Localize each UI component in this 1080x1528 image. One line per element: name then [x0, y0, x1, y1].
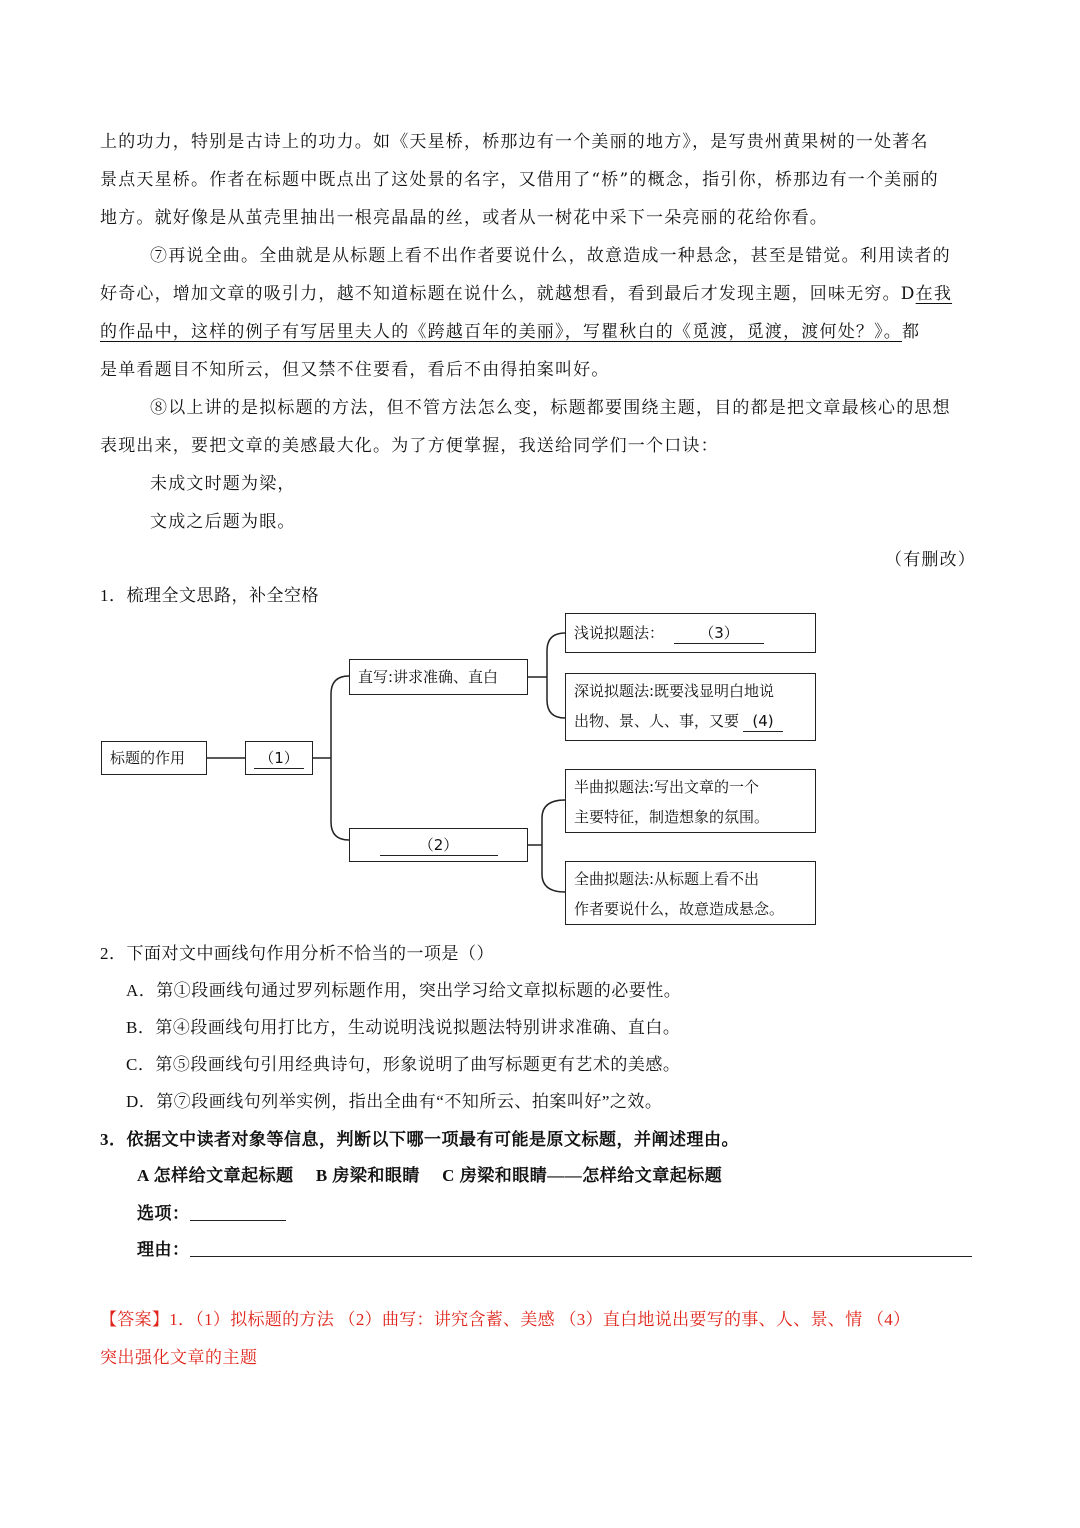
passage-line: 上的功力，特别是古诗上的功力。如《天星桥，桥那边有一个美丽的地方》，是写贵州黄果树的一处著名	[100, 132, 929, 152]
reason-row	[137, 1238, 977, 1262]
direct-writing-node: 直写:讲求准确、直白	[349, 659, 528, 695]
blank-4: (4)	[743, 711, 783, 732]
option-a: A．第①段画线句通过罗列标题作用，突出学习给文章拟标题的必要性。	[126, 981, 682, 1000]
question-3-prompt: 3．依据文中读者对象等信息，判断以下哪一项最有可能是原文标题，并阐述理由。	[100, 1130, 739, 1149]
passage-line: 是单看题目不知所云，但又禁不住要看，看后不由得拍案叫好。	[100, 360, 610, 380]
half-curve-line: 主要特征，制造想象的氛围。	[574, 808, 770, 826]
question-2-prompt: 2．下面对文中画线句作用分析不恰当的一项是（）	[100, 944, 494, 963]
reason-blank[interactable]	[190, 1240, 972, 1257]
deep-method-node	[565, 673, 816, 741]
shallow-method-node	[565, 613, 816, 653]
half-curve-line: 半曲拟题法:写出文章的一个	[574, 778, 760, 796]
option-b: B．第④段画线句用打比方，生动说明浅说拟题法特别讲求准确、直白。	[126, 1018, 681, 1037]
passage-text: 都	[902, 322, 921, 342]
choice-blank[interactable]	[190, 1204, 286, 1221]
deep-method-line	[574, 706, 807, 736]
blank-1-node	[245, 741, 313, 775]
deep-method-text: 出物、景、人、事，又要	[574, 712, 740, 730]
edit-note: （有删改）	[885, 550, 976, 570]
underlined-sentence: 在我	[915, 284, 953, 304]
verse-line: 文成之后题为眼。	[150, 512, 296, 532]
deep-method-line: 深说拟题法:既要浅显明白地说	[574, 682, 775, 700]
underlined-sentence: 的作品中，这样的例子有写居里夫人的《跨越百年的美丽》，写瞿秋白的《觅渡，觅渡，渡何处？》。	[100, 322, 902, 342]
root-node: 标题的作用	[101, 741, 207, 775]
blank-2: （2）	[380, 835, 498, 856]
passage-text: 好奇心，增加文章的吸引力，越不知道标题在说什么，就越想看，看到最后才发现主题，回味无穷。D	[100, 284, 916, 304]
full-curve-line: 全曲拟题法:从标题上看不出	[574, 870, 760, 888]
answer-line: 【答案】1．（1）拟标题的方法 （2）曲写：讲究含蓄、美感 （3）直白地说出要写的事、人、景、情 （4）	[100, 1310, 911, 1329]
passage-line: 表现出来，要把文章的美感最大化。为了方便掌握，我送给同学们一个口诀：	[100, 436, 719, 456]
option-d: D．第⑦段画线句列举实例，指出全曲有“不知所云、拍案叫好”之效。	[126, 1092, 663, 1111]
passage-line: 地方。就好像是从茧壳里抽出一根亮晶晶的丝，或者从一树花中采下一朵亮丽的花给你看。	[100, 208, 828, 228]
blank-3: （3）	[674, 623, 764, 644]
blank-2-node	[349, 828, 528, 862]
choice-label: 选项：	[137, 1204, 190, 1223]
question-3-options: A 怎样给文章起标题 B 房梁和眼睛 C 房梁和眼睛——怎样给文章起标题	[137, 1166, 723, 1185]
paragraph-8: ⑧以上讲的是拟标题的方法，但不管方法怎么变，标题都要围绕主题，目的都是把文章最核心的思想	[150, 398, 951, 418]
choice-row	[137, 1202, 337, 1226]
verse-line: 未成文时题为梁，	[150, 474, 296, 494]
shallow-method-label: 浅说拟题法：	[574, 624, 665, 642]
full-curve-line: 作者要说什么，故意造成悬念。	[574, 900, 785, 918]
half-curve-method-node	[565, 769, 816, 833]
blank-1: （1）	[254, 748, 304, 769]
answer-line: 突出强化文章的主题	[100, 1348, 258, 1367]
question-1-prompt: 1．梳理全文思路，补全空格	[100, 586, 319, 605]
paragraph-7: ⑦再说全曲。全曲就是从标题上看不出作者要说什么，故意造成一种悬念，甚至是错觉。利用读者的	[150, 246, 951, 266]
reason-label: 理由：	[137, 1240, 190, 1259]
option-c: C．第⑤段画线句引用经典诗句，形象说明了曲写标题更有艺术的美感。	[126, 1055, 681, 1074]
passage-line: 景点天星桥。作者在标题中既点出了这处景的名字，又借用了“桥”的概念，指引你，桥那边有一个美丽的	[100, 170, 939, 190]
full-curve-method-node	[565, 861, 816, 925]
